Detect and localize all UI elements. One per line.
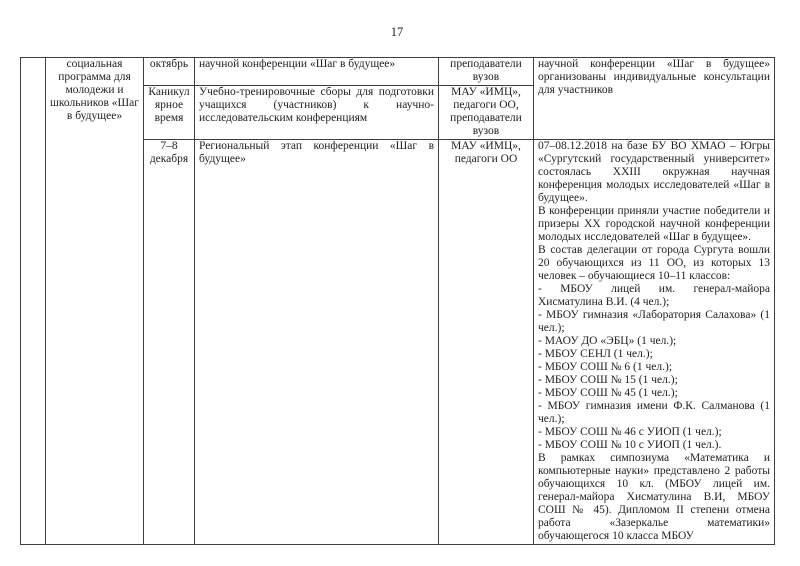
schedule-table-wrap (20, 57, 775, 545)
date-cell: октябрь (144, 58, 195, 86)
page-number: 17 (390, 25, 404, 39)
table-row (21, 58, 775, 86)
participants-cell: МАУ «ИМЦ», педагоги ОО (439, 140, 534, 545)
index-column-cell (21, 58, 46, 545)
event-cell: Региональный этап конференции «Шаг в будущее» (195, 140, 439, 545)
date-cell: Каникулярное время (144, 86, 195, 140)
results-paragraph: - МБОУ СОШ № 15 (1 чел.); (538, 374, 678, 386)
program-cell: социальная программа для молодежи и школьников «Шаг в будущее» (46, 58, 144, 545)
results-paragraph: - МБОУ СОШ № 45 (1 чел.); (538, 387, 678, 399)
results-paragraph: - МБОУ гимназия имени Ф.К. Салманова (1 чел.); (538, 400, 770, 425)
results-paragraph: - МБОУ СОШ № 10 с УИОП (1 чел.). (538, 439, 722, 451)
results-paragraph: - МБОУ лицей им. генерал-майора Хисматулина В.И. (4 чел.); (538, 283, 770, 308)
results-detail-cell (534, 140, 775, 545)
results-paragraph: В рамках симпозиума «Математика и компьютерные науки» представлено 2 работы обучающихся 10 кл. (МБОУ лицей им. генерал-майора Хисматулина В.И, МБОУ СОШ № 45). Дипломом II степени отмена работа «Зазеркалье математики» обучающегося 10 класса МБОУ (538, 452, 770, 542)
results-paragraph: - МАОУ ДО «ЭБЦ» (1 чел.); (538, 335, 677, 347)
event-cell: научной конференции «Шаг в будущее» (195, 58, 439, 86)
results-paragraph: В конференции приняли участие победители и призеры XX городской научной конференции молодых исследователей «Шаг в будущее». (538, 205, 770, 243)
results-intro-cell: научной конференции «Шаг в будущее» организованы индивидуальные консультации для участников (534, 58, 775, 140)
results-paragraph: - МБОУ СОШ № 46 с УИОП (1 чел.); (538, 426, 722, 438)
participants-cell: МАУ «ИМЦ», педагоги ОО, преподаватели вузов (439, 86, 534, 140)
schedule-table (20, 57, 775, 545)
participants-cell: преподаватели вузов (439, 58, 534, 86)
results-paragraph: - МБОУ СОШ № 6 (1 чел.); (538, 361, 673, 373)
event-cell: Учебно-тренировочные сборы для подготовки учащихся (участников) к научно-исследовательским конференциям (195, 86, 439, 140)
date-cell: 7–8 декабря (144, 140, 195, 545)
results-paragraph: В состав делегации от города Сургута вошли 20 обучающихся из 11 ОО, из которых 13 человек – обучающиеся 10–11 классов: (538, 244, 770, 282)
results-paragraph: - МБОУ СЕНЛ (1 чел.); (538, 348, 653, 360)
results-paragraph: - МБОУ гимназия «Лаборатория Салахова» (1 чел.); (538, 309, 770, 334)
results-paragraph: 07–08.12.2018 на базе БУ ВО ХМАО – Югры «Сургутский государственный университет» состоялась XXIII окружная научная конференция молодых исследователей «Шаг в будущее». (538, 140, 770, 204)
